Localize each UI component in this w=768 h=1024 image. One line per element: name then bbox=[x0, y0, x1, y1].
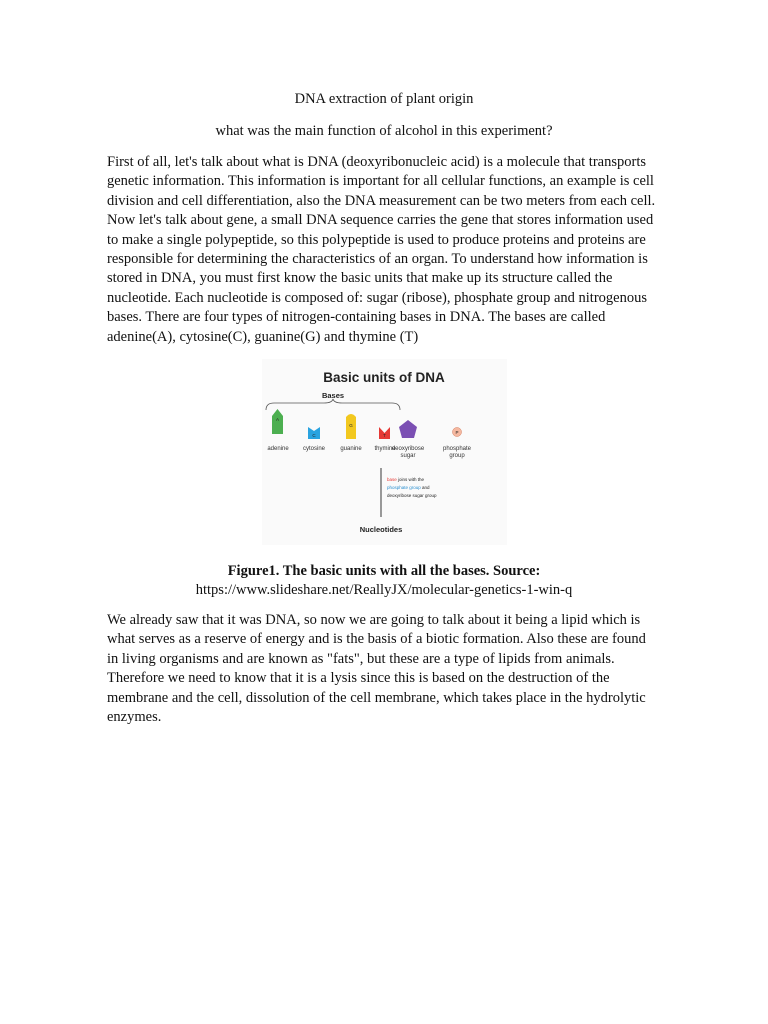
note-line2: phosphate group and bbox=[387, 485, 430, 490]
cytosine-label: cytosine bbox=[302, 446, 326, 452]
nucleotides-label: Nucleotides bbox=[359, 525, 403, 534]
note-line3: deoxyribose sugar group bbox=[387, 493, 437, 498]
adenine-letter: A bbox=[275, 417, 280, 422]
thymine-label: thymine bbox=[374, 446, 396, 452]
figure-caption: Figure1. The basic units with all the bases. Source: bbox=[227, 563, 541, 579]
guanine-letter: G bbox=[349, 423, 353, 428]
thymine-letter: T bbox=[383, 433, 386, 438]
phosphate-label-line2: group bbox=[449, 453, 465, 459]
paragraph-intro: First of all, let's talk about what is DNA (deoxyribonucleic acid) is a molecule that transports genetic information. This information is important for all cellular functions, an example is cell division and cell differentiation, also the DNA measurement can be two meters from each cell. Now let's talk about gene, a small DNA sequence carries the gene that stores information used to make a single polypeptide, so this polypeptide is used to produce proteins and proteins are responsible for determining the characteristics of an organ. To understand how information is stored in DNA, you must first know the basic units that make up its structure called the nucleotide. Each nucleotide is composed of: sugar (ribose), phosphate group and nitrogenous bases. There are four types of nitrogen-containing bases in DNA. The bases are called adenine(A), cytosine(C), guanine(G) and thymine (T) bbox=[107, 154, 656, 345]
guanine-label: guanine bbox=[340, 446, 362, 452]
document-question: what was the main function of alcohol in this experiment? bbox=[215, 123, 553, 139]
bases-brace bbox=[266, 399, 400, 410]
sugar-label-line1: deoxyribose bbox=[391, 446, 425, 452]
sugar-label-line2: sugar bbox=[400, 453, 416, 459]
document-title: DNA extraction of plant origin bbox=[294, 91, 474, 107]
phosphate-label-line1: phosphate bbox=[442, 446, 472, 452]
figure-title: Basic units of DNA bbox=[323, 370, 445, 385]
note-line1: base joins with the bbox=[387, 477, 425, 482]
adenine-label: adenine bbox=[267, 446, 289, 452]
figure-bases-label: Bases bbox=[321, 391, 345, 400]
figure-source-url: https://www.slideshare.net/ReallyJX/molecular-genetics-1-win-q bbox=[195, 582, 573, 598]
deoxyribose-sugar-shape bbox=[399, 420, 417, 438]
cytosine-letter: C bbox=[312, 433, 316, 438]
paragraph-lipids: We already saw that it was DNA, so now we are going to talk about it being a lipid which is what serves as a reserve of energy and is the basis of a biotic formation. Also these are found in living organisms and are known as "fats", but these are a type of lipids from animals. Therefore we need to know that it is a lysis since this is based on the destruction of the membrane and the cell, dissolution of the cell membrane, which takes place in the hydrolytic enzymes. bbox=[107, 612, 646, 726]
figure-basic-units bbox=[262, 359, 507, 545]
phosphate-letter: P bbox=[455, 430, 459, 435]
